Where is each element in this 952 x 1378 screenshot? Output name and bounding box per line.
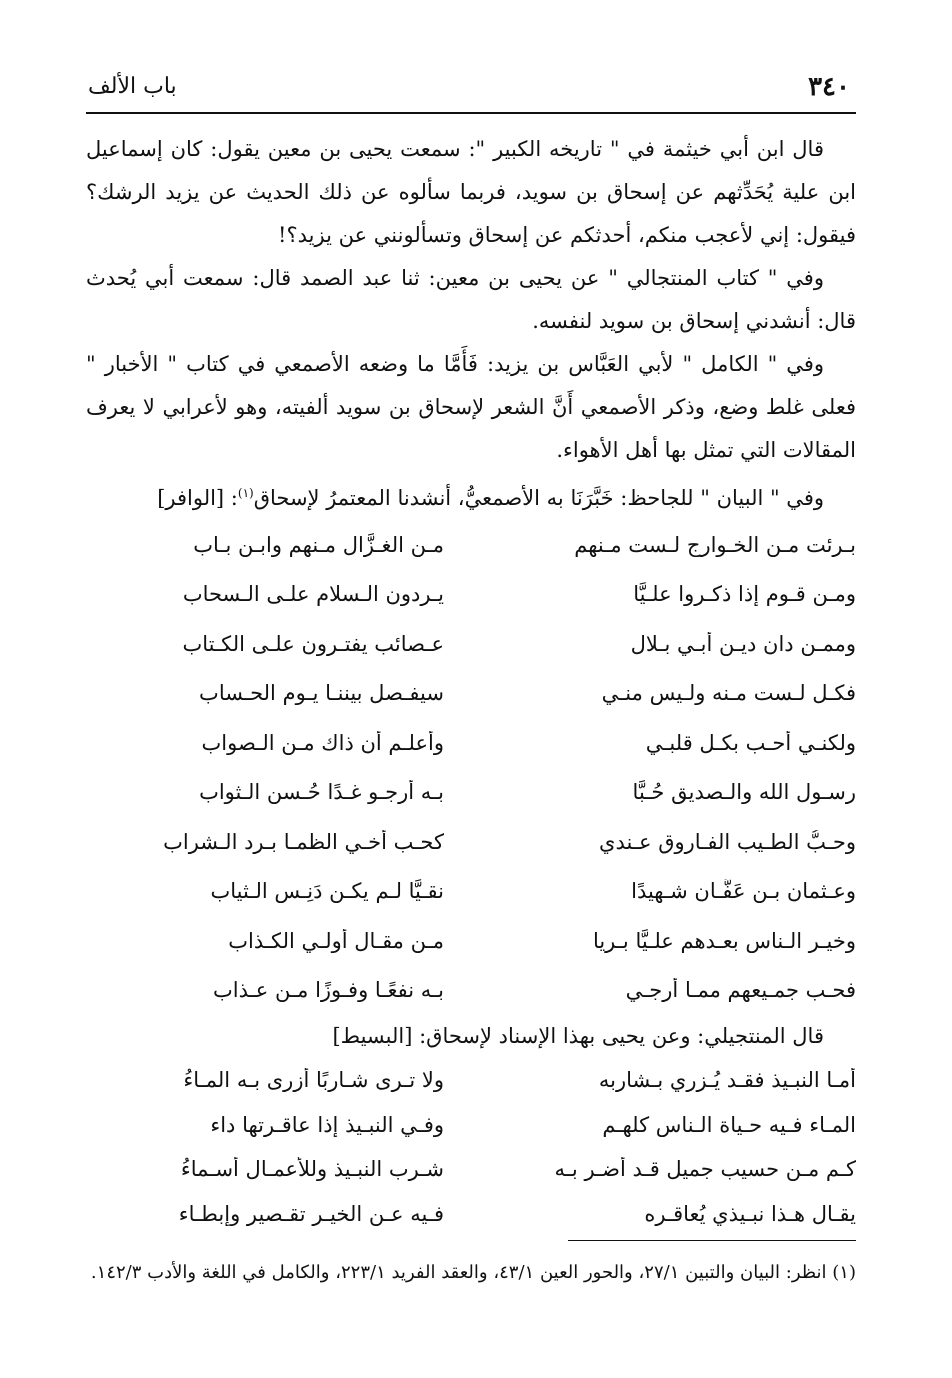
hemistich-second: وفـي النبـيذ إذا عاقـرتها داء xyxy=(210,1112,444,1137)
hemistich-first: وعـثمان بـن عَفَّـان شـهيدًا xyxy=(631,879,856,904)
header-rule xyxy=(86,112,856,114)
verse xyxy=(86,966,856,1016)
hemistich-second: عـصائب يفتـرون علـى الكـتاب xyxy=(182,631,444,656)
footnote-ref: (١) xyxy=(237,486,254,500)
hemistich-first: وممـن دان ديـن أبـي بـلال xyxy=(630,631,856,656)
intro-wafir-text: وفي " البيان " للجاحظ: خَبَّرَنَا به الأصمعيُّ، أنشدنا المعتمرُ لإسحاق xyxy=(253,486,824,510)
intro-basit: قال المنتجيلي: وعن يحيى بهذا الإسناد لإسحاق: [البسيط] xyxy=(332,1024,824,1048)
hemistich-second: شـرب النبـيذ وللأعمـال أسـماءُ xyxy=(180,1157,444,1182)
hemistich-first: يقـال هـذا نبـيذي يُعاقـره xyxy=(644,1201,856,1226)
hemistich-second: يـردون الـسلام علـى الـسحاب xyxy=(182,582,444,607)
hemistich-first: وحـبُّ الطـيب الفـاروق عـندي xyxy=(599,829,856,854)
hemistich-second: نقـيًّا لـم يكـن دَنِـس الـثياب xyxy=(210,879,444,904)
hemistich-second: بـه نفعًـا وفـوزًا مـن عـذاب xyxy=(213,978,444,1003)
verse xyxy=(86,768,856,818)
hemistich-first: وخيـر الـناس بعـدهم علـيًّا بـريا xyxy=(592,928,856,953)
hemistich-first: بـرئت مـن الخـوارج لـست مـنهم xyxy=(574,532,856,557)
verse xyxy=(86,718,856,768)
footnote: (١) انظر: البيان والتبين ٢٧/١، والحور العين ٤٣/١، والعقد الفريد ٢٢٣/١، والكامل في اللغة والأدب ١٤٢/٣. xyxy=(90,1262,856,1283)
hemistich-first: فحـب جمـيعهم ممـا أُرجـي xyxy=(625,978,856,1003)
verse xyxy=(86,1192,856,1237)
hemistich-first: رسـول الله والـصديق حُـبًّا xyxy=(632,780,856,805)
page-body xyxy=(86,128,856,1236)
page-number: ٣٤٠ xyxy=(808,72,850,102)
hemistich-first: ولكنـي أحـب بكـل قلبـي xyxy=(645,730,856,755)
verse xyxy=(86,520,856,570)
page-header xyxy=(86,72,856,112)
hemistich-second: بـه أرجـو غـدًا حُـسن الـثواب xyxy=(199,780,444,805)
verse xyxy=(86,1103,856,1148)
hemistich-second: ولا تـرى شـاربًا أزرى بـه المـاءُ xyxy=(183,1068,444,1093)
hemistich-first: ومـن قـوم إذا ذكـروا علـيًّا xyxy=(633,582,856,607)
meter-label-wafir: : [الوافر] xyxy=(157,486,238,510)
hemistich-second: مـن مقـال أولـي الكـذاب xyxy=(228,928,444,953)
verse xyxy=(86,570,856,620)
poem-basit xyxy=(86,1058,856,1236)
poem-wafir xyxy=(86,520,856,1015)
footnote-rule xyxy=(568,1240,856,1241)
verse xyxy=(86,1147,856,1192)
hemistich-first: فكـل لـست مـنه ولـيس منـي xyxy=(601,681,856,706)
verse xyxy=(86,916,856,966)
hemistich-second: سيفـصل بيننـا يـوم الحـساب xyxy=(199,681,444,706)
verse xyxy=(86,867,856,917)
paragraph-kamil: وفي " الكامل " لأبي العَبَّاس بن يزيد: فَأَمَّا ما وضعه الأصمعي في كتاب " الأخبار " فعلى غلط وضع، وذكر الأصمعي أَنَّ الشعر لإسحاق بن سويد ألفيته، وهو لأعرابي لا يعرف المقالات التي تمثل بها أهل الأهواء. xyxy=(86,352,856,462)
paragraph-muntajali: وفي " كتاب المنتجالي " عن يحيى بن معين: ثنا عبد الصمد قال: سمعت أبي يُحدث قال: أنشدني إسحاق بن سويد لنفسه. xyxy=(86,266,856,333)
intro-wafir xyxy=(86,472,856,520)
hemistich-first: كـم مـن حسيب جميل قـد أضـر بـه xyxy=(554,1157,856,1182)
hemistich-second: فـيه عـن الخيـر تقـصير وإبطـاء xyxy=(178,1201,444,1226)
verse xyxy=(86,669,856,719)
hemistich-second: مـن الغـزَّال مـنهم وابـن بـاب xyxy=(193,532,444,557)
chapter-title: باب الألف xyxy=(88,74,177,99)
hemistich-first: أمـا النبـيذ فقـد يُـزري بـشاربه xyxy=(598,1068,856,1093)
hemistich-second: وأعلـم أن ذاك مـن الـصواب xyxy=(201,730,444,755)
verse xyxy=(86,619,856,669)
hemistich-second: كحـب أخـي الظمـا بـرد الـشراب xyxy=(163,829,444,854)
paragraph-ibn-abi-khaythama: قال ابن أبي خيثمة في " تاريخه الكبير ": سمعت يحيى بن معين يقول: كان إسماعيل ابن علية يُحَدِّثهم عن إسحاق بن سويد، فربما سألوه عن ذلك الحديث عن يزيد الرشك؟ فيقول: إني لأعجب منكم، أحدثكم عن إسحاق وتسألونني عن يزيد؟! xyxy=(86,137,856,247)
hemistich-first: المـاء فـيه حـياة الـناس كلهـم xyxy=(602,1112,856,1137)
verse xyxy=(86,817,856,867)
verse xyxy=(86,1058,856,1103)
